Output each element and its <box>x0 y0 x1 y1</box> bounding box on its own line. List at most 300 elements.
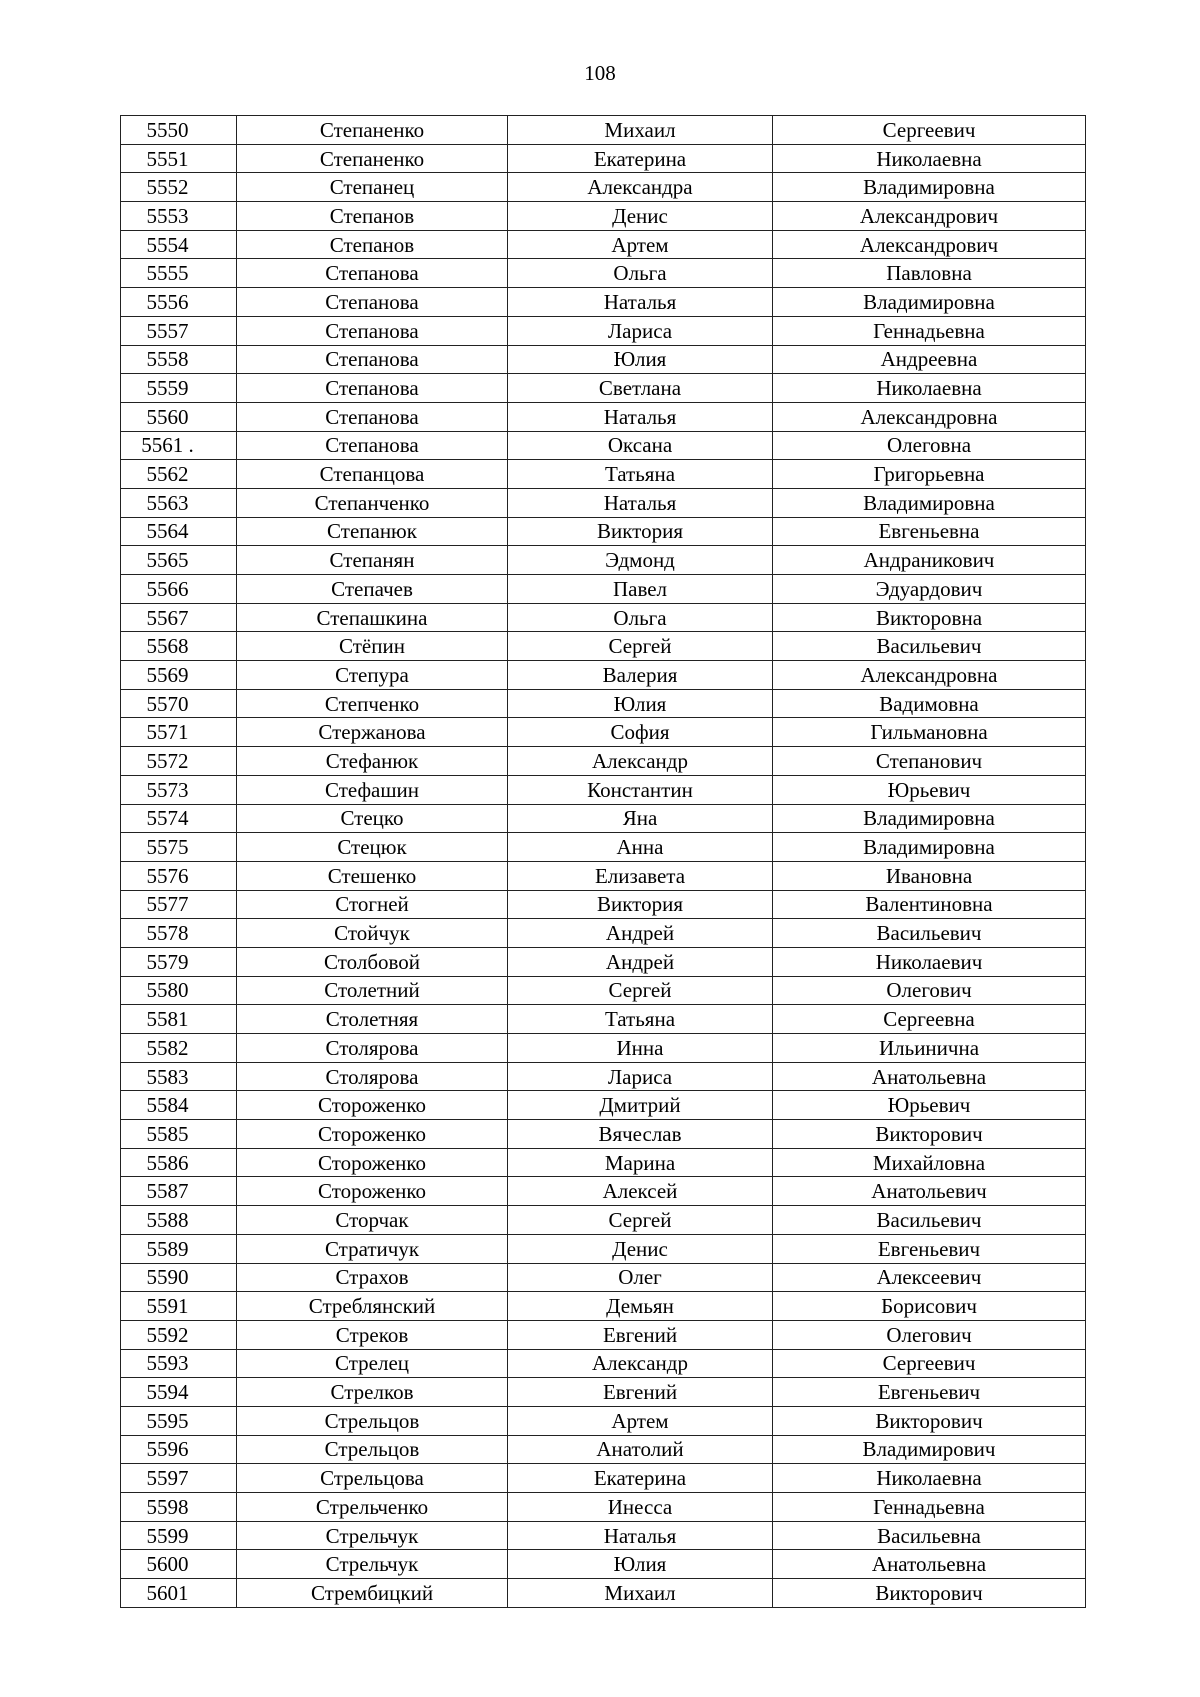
patronymic-cell-text: Владимировна <box>863 806 995 831</box>
last-name-cell <box>237 374 508 403</box>
patronymic-cell-text: Викторович <box>875 1408 983 1433</box>
table-row <box>121 1406 1086 1435</box>
patronymic-cell <box>773 632 1086 661</box>
last-name-cell-text: Страхов <box>335 1265 409 1290</box>
patronymic-cell <box>773 1550 1086 1579</box>
first-name-cell <box>508 1206 773 1235</box>
patronymic-cell <box>773 402 1086 431</box>
table-row <box>121 804 1086 833</box>
patronymic-cell-text: Сергеевич <box>882 1351 976 1376</box>
table-row <box>121 1435 1086 1464</box>
table-row <box>121 919 1086 948</box>
row-number-cell-text: 5590 <box>146 1265 189 1290</box>
last-name-cell-text: Степанцова <box>319 462 425 487</box>
patronymic-cell-text: Андреевна <box>880 347 978 372</box>
table-row <box>121 1206 1086 1235</box>
patronymic-cell <box>773 374 1086 403</box>
last-name-cell-text: Стороженко <box>317 1093 427 1118</box>
patronymic-cell <box>773 603 1086 632</box>
first-name-cell-text: Анна <box>616 835 664 860</box>
patronymic-cell-text: Николаевна <box>876 1466 982 1491</box>
first-name-cell-text: Светлана <box>598 376 682 401</box>
row-number-cell <box>121 632 237 661</box>
patronymic-cell <box>773 1378 1086 1407</box>
last-name-cell <box>237 488 508 517</box>
table-row <box>121 1062 1086 1091</box>
row-number-cell-text: 5554 <box>146 232 189 257</box>
table-row <box>121 144 1086 173</box>
row-number-cell-text: 5563 <box>146 490 189 515</box>
last-name-cell <box>237 1062 508 1091</box>
patronymic-cell <box>773 747 1086 776</box>
table-row <box>121 173 1086 202</box>
patronymic-cell-text: Александровна <box>860 404 998 429</box>
patronymic-cell-text: Юрьевич <box>887 777 971 802</box>
first-name-cell-text: Наталья <box>603 1523 677 1548</box>
first-name-cell <box>508 575 773 604</box>
row-number-cell-text: 5601 <box>146 1580 189 1605</box>
table-row <box>121 259 1086 288</box>
first-name-cell-text: Эдмонд <box>605 548 675 573</box>
last-name-cell <box>237 1320 508 1349</box>
last-name-cell-text: Стратичук <box>324 1236 420 1261</box>
patronymic-cell-text: Ильинична <box>878 1035 980 1060</box>
patronymic-cell-text: Владимирович <box>862 1437 996 1462</box>
row-number-cell <box>121 345 237 374</box>
table-row <box>121 1579 1086 1608</box>
first-name-cell-text: Павел <box>612 576 668 601</box>
row-number-cell <box>121 1464 237 1493</box>
row-number-cell-text: 5553 <box>146 203 189 228</box>
row-number-cell-text: 5557 <box>146 318 189 343</box>
table-row <box>121 1320 1086 1349</box>
last-name-cell-text: Стрельчук <box>325 1552 419 1577</box>
first-name-cell-text: Александра <box>587 175 693 200</box>
row-number-cell <box>121 947 237 976</box>
row-number-cell-text: 5570 <box>146 691 189 716</box>
row-number-cell <box>121 1034 237 1063</box>
row-number-cell-text: 5582 <box>146 1035 189 1060</box>
table-row <box>121 1263 1086 1292</box>
first-name-cell <box>508 747 773 776</box>
table-row <box>121 1091 1086 1120</box>
patronymic-cell-text: Васильевич <box>876 1207 982 1232</box>
patronymic-cell-text: Николаевна <box>876 376 982 401</box>
last-name-cell <box>237 919 508 948</box>
last-name-cell-text: Степанова <box>325 376 419 401</box>
patronymic-cell-text: Олегович <box>886 1322 972 1347</box>
patronymic-cell <box>773 947 1086 976</box>
table-row <box>121 488 1086 517</box>
last-name-cell-text: Столетний <box>324 978 420 1003</box>
row-number-cell-text: 5580 <box>146 978 189 1003</box>
first-name-cell-text: Яна <box>622 806 658 831</box>
table-row <box>121 316 1086 345</box>
patronymic-cell <box>773 173 1086 202</box>
row-number-cell-text: 5588 <box>146 1207 189 1232</box>
first-name-cell-text: Андрей <box>605 921 675 946</box>
first-name-cell-text: Андрей <box>605 949 675 974</box>
row-number-cell <box>121 1234 237 1263</box>
first-name-cell <box>508 947 773 976</box>
patronymic-cell-text: Геннадьевна <box>873 318 985 343</box>
first-name-cell <box>508 259 773 288</box>
last-name-cell-text: Стержанова <box>318 720 426 745</box>
first-name-cell <box>508 546 773 575</box>
row-number-cell-text: 5568 <box>146 634 189 659</box>
patronymic-cell-text: Олеговна <box>886 433 972 458</box>
last-name-cell <box>237 1464 508 1493</box>
first-name-cell <box>508 1177 773 1206</box>
row-number-cell <box>121 488 237 517</box>
patronymic-cell <box>773 259 1086 288</box>
last-name-cell <box>237 890 508 919</box>
patronymic-cell-text: Николаевич <box>875 949 983 974</box>
first-name-cell <box>508 689 773 718</box>
row-number-cell <box>121 1148 237 1177</box>
last-name-cell-text: Стрелец <box>334 1351 410 1376</box>
last-name-cell-text: Стрелков <box>330 1380 414 1405</box>
row-number-cell-text: 5592 <box>146 1322 189 1347</box>
first-name-cell <box>508 1234 773 1263</box>
last-name-cell-text: Степаненко <box>319 146 425 171</box>
patronymic-cell <box>773 1263 1086 1292</box>
first-name-cell <box>508 116 773 145</box>
first-name-cell <box>508 288 773 317</box>
patronymic-cell-text: Сергеевна <box>883 1007 975 1032</box>
last-name-cell <box>237 173 508 202</box>
first-name-cell <box>508 402 773 431</box>
patronymic-cell-text: Викторовна <box>875 605 983 630</box>
last-name-cell <box>237 1406 508 1435</box>
last-name-cell-text: Стогней <box>335 892 409 917</box>
last-name-cell-text: Степанюк <box>327 519 417 544</box>
row-number-cell <box>121 316 237 345</box>
first-name-cell <box>508 1550 773 1579</box>
first-name-cell-text: Александр <box>592 1351 688 1376</box>
row-number-cell-text: 5595 <box>146 1408 189 1433</box>
table-row <box>121 374 1086 403</box>
row-number-cell <box>121 1091 237 1120</box>
patronymic-cell <box>773 316 1086 345</box>
row-number-cell <box>121 116 237 145</box>
patronymic-cell <box>773 116 1086 145</box>
first-name-cell <box>508 661 773 690</box>
first-name-cell <box>508 517 773 546</box>
last-name-cell <box>237 345 508 374</box>
patronymic-cell <box>773 689 1086 718</box>
patronymic-cell-text: Владимировна <box>863 289 995 314</box>
last-name-cell <box>237 1579 508 1608</box>
row-number-cell <box>121 689 237 718</box>
first-name-cell <box>508 1062 773 1091</box>
first-name-cell-text: Юлия <box>613 691 667 716</box>
last-name-cell-text: Стефанюк <box>325 748 419 773</box>
table-row <box>121 546 1086 575</box>
first-name-cell <box>508 1120 773 1149</box>
last-name-cell <box>237 861 508 890</box>
patronymic-cell <box>773 1234 1086 1263</box>
first-name-cell-text: Константин <box>587 777 693 802</box>
row-number-cell-text: 5571 <box>146 720 189 745</box>
table-row <box>121 661 1086 690</box>
first-name-cell-text: Валерия <box>602 662 678 687</box>
row-number-cell-text: 5565 <box>146 548 189 573</box>
last-name-cell-text: Стреков <box>335 1322 409 1347</box>
row-number-cell <box>121 259 237 288</box>
last-name-cell <box>237 402 508 431</box>
first-name-cell-text: Денис <box>612 203 668 228</box>
patronymic-cell <box>773 546 1086 575</box>
row-number-cell <box>121 202 237 231</box>
first-name-cell-text: Юлия <box>613 347 667 372</box>
first-name-cell-text: Дмитрий <box>599 1093 681 1118</box>
patronymic-cell-text: Владимировна <box>863 835 995 860</box>
row-number-cell-text: 5581 <box>146 1007 189 1032</box>
row-number-cell <box>121 747 237 776</box>
last-name-cell <box>237 603 508 632</box>
first-name-cell-text: Михаил <box>604 1580 676 1605</box>
patronymic-cell <box>773 1034 1086 1063</box>
table-row <box>121 632 1086 661</box>
first-name-cell-text: Ольга <box>613 261 667 286</box>
table-row <box>121 689 1086 718</box>
patronymic-cell <box>773 861 1086 890</box>
row-number-cell <box>121 1263 237 1292</box>
last-name-cell-text: Стрембицкий <box>310 1580 434 1605</box>
last-name-cell-text: Стешенко <box>327 863 417 888</box>
first-name-cell-text: Сергей <box>608 1207 672 1232</box>
first-name-cell-text: Инесса <box>607 1494 673 1519</box>
table-row <box>121 1550 1086 1579</box>
row-number-cell <box>121 517 237 546</box>
patronymic-cell-text: Владимировна <box>863 490 995 515</box>
first-name-cell <box>508 632 773 661</box>
last-name-cell <box>237 1493 508 1522</box>
table-row <box>121 1349 1086 1378</box>
last-name-cell <box>237 575 508 604</box>
last-name-cell <box>237 288 508 317</box>
row-number-cell-text: 5564 <box>146 519 189 544</box>
first-name-cell <box>508 861 773 890</box>
patronymic-cell-text: Валентиновна <box>865 892 993 917</box>
last-name-cell <box>237 1091 508 1120</box>
first-name-cell-text: Евгений <box>602 1322 678 1347</box>
patronymic-cell <box>773 144 1086 173</box>
patronymic-cell <box>773 230 1086 259</box>
last-name-cell-text: Степанова <box>325 261 419 286</box>
patronymic-cell <box>773 345 1086 374</box>
last-name-cell-text: Столярова <box>325 1035 419 1060</box>
last-name-cell <box>237 1550 508 1579</box>
last-name-cell-text: Стрельцов <box>324 1437 420 1462</box>
table-row <box>121 431 1086 460</box>
first-name-cell <box>508 1464 773 1493</box>
first-name-cell-text: Татьяна <box>604 462 676 487</box>
first-name-cell <box>508 374 773 403</box>
patronymic-cell <box>773 1177 1086 1206</box>
patronymic-cell-text: Геннадьевна <box>873 1494 985 1519</box>
row-number-cell <box>121 173 237 202</box>
first-name-cell <box>508 173 773 202</box>
table-row <box>121 116 1086 145</box>
row-number-cell-text: 5550 <box>146 117 189 142</box>
row-number-cell <box>121 575 237 604</box>
patronymic-cell <box>773 833 1086 862</box>
last-name-cell-text: Стреблянский <box>308 1294 436 1319</box>
row-number-cell <box>121 1206 237 1235</box>
last-name-cell <box>237 259 508 288</box>
last-name-cell-text: Степченко <box>324 691 420 716</box>
first-name-cell <box>508 230 773 259</box>
patronymic-cell-text: Васильевич <box>876 634 982 659</box>
first-name-cell <box>508 775 773 804</box>
last-name-cell <box>237 689 508 718</box>
last-name-cell-text: Стойчук <box>334 921 410 946</box>
first-name-cell <box>508 1579 773 1608</box>
first-name-cell-text: Александр <box>592 748 688 773</box>
patronymic-cell <box>773 575 1086 604</box>
last-name-cell <box>237 517 508 546</box>
table-row <box>121 202 1086 231</box>
last-name-cell <box>237 116 508 145</box>
patronymic-cell <box>773 890 1086 919</box>
table-row <box>121 1521 1086 1550</box>
first-name-cell-text: Ольга <box>613 605 667 630</box>
patronymic-cell-text: Анатольевна <box>871 1552 987 1577</box>
patronymic-cell-text: Викторович <box>875 1580 983 1605</box>
row-number-cell-text: 5586 <box>146 1150 189 1175</box>
row-number-cell <box>121 861 237 890</box>
last-name-cell-text: Степанова <box>325 347 419 372</box>
last-name-cell-text: Степанян <box>329 548 415 573</box>
row-number-cell <box>121 775 237 804</box>
first-name-cell-text: Демьян <box>606 1294 674 1319</box>
first-name-cell-text: Денис <box>612 1236 668 1261</box>
patronymic-cell-text: Михайловна <box>872 1150 986 1175</box>
row-number-cell-text: 5600 <box>146 1552 189 1577</box>
first-name-cell-text: София <box>610 720 670 745</box>
first-name-cell <box>508 460 773 489</box>
last-name-cell <box>237 947 508 976</box>
first-name-cell <box>508 919 773 948</box>
patronymic-cell <box>773 460 1086 489</box>
row-number-cell-text: 5562 <box>146 462 189 487</box>
last-name-cell-text: Степура <box>335 662 409 687</box>
first-name-cell <box>508 1521 773 1550</box>
table-row <box>121 1120 1086 1149</box>
first-name-cell-text: Алексей <box>602 1179 678 1204</box>
patronymic-cell-text: Евгеньевна <box>878 519 980 544</box>
last-name-cell <box>237 1263 508 1292</box>
row-number-cell <box>121 833 237 862</box>
first-name-cell-text: Михаил <box>604 117 676 142</box>
first-name-cell-text: Олег <box>618 1265 662 1290</box>
registry-table-body <box>121 116 1086 1608</box>
patronymic-cell-text: Ивановна <box>885 863 973 888</box>
last-name-cell-text: Стецюк <box>337 835 407 860</box>
first-name-cell <box>508 1320 773 1349</box>
last-name-cell <box>237 1349 508 1378</box>
table-row <box>121 603 1086 632</box>
row-number-cell-text: 5573 <box>146 777 189 802</box>
row-number-cell <box>121 230 237 259</box>
first-name-cell <box>508 345 773 374</box>
table-row <box>121 861 1086 890</box>
registry-table <box>120 115 1086 1608</box>
row-number-cell <box>121 460 237 489</box>
first-name-cell <box>508 976 773 1005</box>
first-name-cell-text: Наталья <box>603 490 677 515</box>
table-row <box>121 1148 1086 1177</box>
patronymic-cell <box>773 1206 1086 1235</box>
row-number-cell <box>121 718 237 747</box>
last-name-cell-text: Степанова <box>325 318 419 343</box>
table-row <box>121 833 1086 862</box>
first-name-cell-text: Лариса <box>607 318 673 343</box>
patronymic-cell <box>773 718 1086 747</box>
last-name-cell <box>237 804 508 833</box>
first-name-cell <box>508 1406 773 1435</box>
first-name-cell-text: Екатерина <box>593 146 687 171</box>
first-name-cell-text: Екатерина <box>593 1466 687 1491</box>
patronymic-cell <box>773 1579 1086 1608</box>
row-number-cell-text: 5556 <box>146 289 189 314</box>
last-name-cell-text: Степанова <box>325 433 419 458</box>
table-row <box>121 747 1086 776</box>
row-number-cell-text: 5591 <box>146 1294 189 1319</box>
table-row <box>121 947 1086 976</box>
last-name-cell <box>237 833 508 862</box>
patronymic-cell-text: Гильмановна <box>870 720 988 745</box>
table-row <box>121 517 1086 546</box>
patronymic-cell <box>773 517 1086 546</box>
last-name-cell-text: Столбовой <box>323 949 421 974</box>
patronymic-cell <box>773 1464 1086 1493</box>
row-number-cell <box>121 1378 237 1407</box>
last-name-cell <box>237 1005 508 1034</box>
last-name-cell <box>237 460 508 489</box>
first-name-cell-text: Виктория <box>597 892 683 917</box>
patronymic-cell <box>773 1435 1086 1464</box>
table-row <box>121 1177 1086 1206</box>
first-name-cell-text: Елизавета <box>594 863 686 888</box>
first-name-cell-text: Сергей <box>608 634 672 659</box>
first-name-cell <box>508 890 773 919</box>
last-name-cell <box>237 718 508 747</box>
row-number-cell <box>121 1177 237 1206</box>
patronymic-cell <box>773 804 1086 833</box>
row-number-cell-text: 5561 . <box>141 433 194 458</box>
patronymic-cell <box>773 1521 1086 1550</box>
row-number-cell <box>121 374 237 403</box>
last-name-cell-text: Сторчак <box>335 1207 409 1232</box>
last-name-cell <box>237 1292 508 1321</box>
row-number-cell-text: 5558 <box>146 347 189 372</box>
row-number-cell <box>121 1435 237 1464</box>
first-name-cell <box>508 603 773 632</box>
patronymic-cell-text: Борисович <box>881 1294 977 1319</box>
row-number-cell <box>121 919 237 948</box>
last-name-cell <box>237 775 508 804</box>
last-name-cell <box>237 316 508 345</box>
row-number-cell <box>121 603 237 632</box>
first-name-cell-text: Анатолий <box>596 1437 684 1462</box>
patronymic-cell-text: Павловна <box>886 261 972 286</box>
last-name-cell <box>237 202 508 231</box>
first-name-cell <box>508 1349 773 1378</box>
last-name-cell-text: Стрельцова <box>320 1466 424 1491</box>
